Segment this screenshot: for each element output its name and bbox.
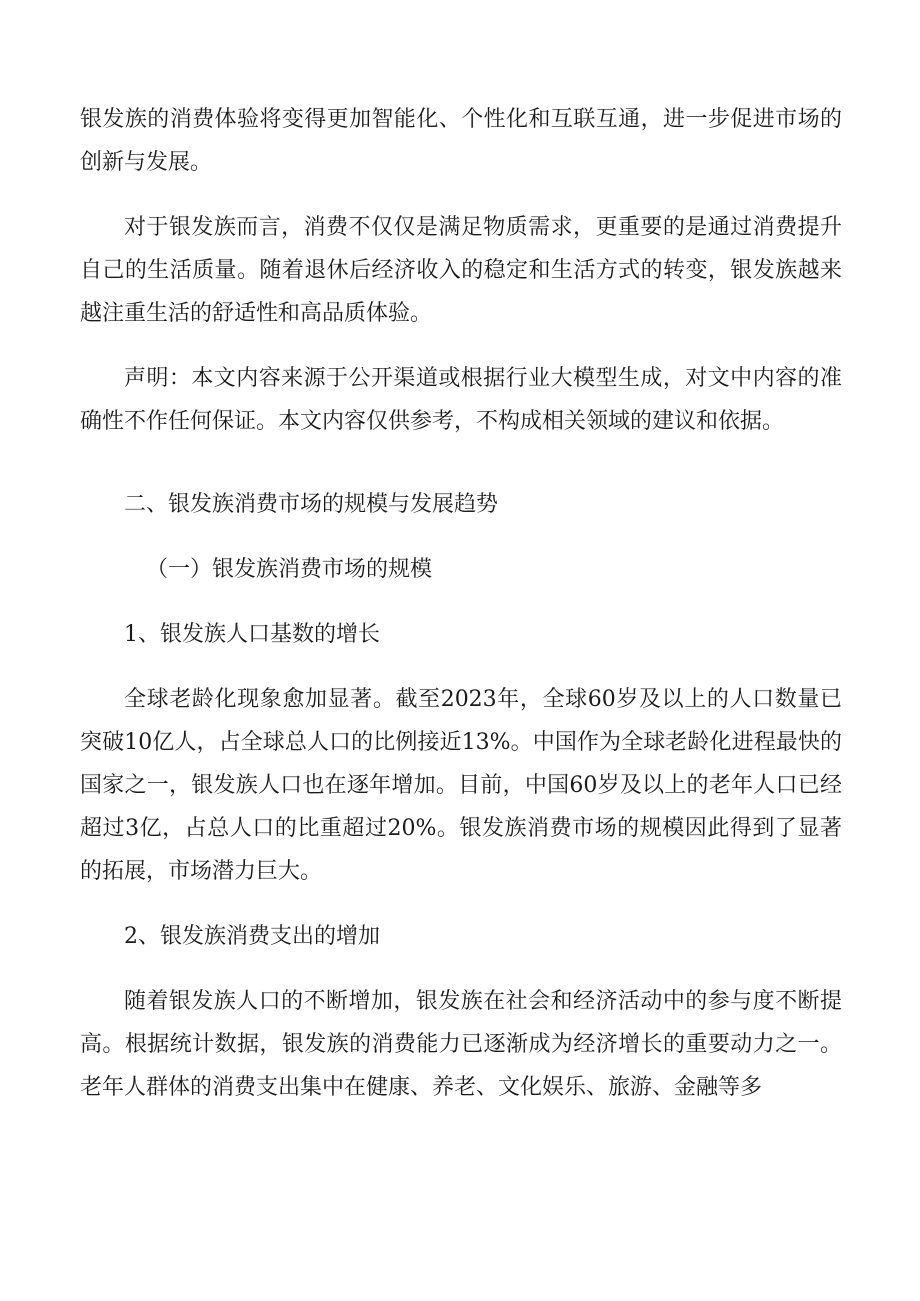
item2-heading: 2、银发族消费支出的增加 (124, 924, 380, 949)
paragraph-disclaimer: 声明：本文内容来源于公开渠道或根据行业大模型生成，对文中内容的准确性不作任何保证。本文内容仅供参考，不构成相关领域的建议和依据。 (80, 366, 842, 434)
subsection-heading: （一）银发族消费市场的规模 (146, 557, 433, 582)
paragraph-intro-continued: 银发族的消费体验将变得更加智能化、个性化和互联互通，进一步促进市场的创新与发展。 (80, 107, 842, 175)
paragraph-population-growth: 全球老龄化现象愈加显著。截至2023年，全球60岁及以上的人口数量已突破10亿人，占全球总人口的比例接近13%。中国作为全球老龄化进程最快的国家之一，银发族人口也在逐年增加。目前，中国60岁及以上的老年人口已经超过3亿，占总人口的比重超过20%。银发族消费市场的规模因此得到了显著的拓展，市场潜力巨大。 (80, 687, 842, 884)
paragraph-quality-of-life: 对于银发族而言，消费不仅仅是满足物质需求，更重要的是通过消费提升自己的生活质量。随着退休后经济收入的稳定和生活方式的转变，银发族越来越注重生活的舒适性和高品质体验。 (80, 215, 842, 326)
document-page (80, 98, 842, 1131)
section-heading: 二、银发族消费市场的规模与发展趋势 (124, 492, 499, 517)
item1-heading: 1、银发族人口基数的增长 (124, 622, 380, 647)
paragraph-spending-growth: 随着银发族人口的不断增加，银发族在社会和经济活动中的参与度不断提高。根据统计数据，银发族的消费能力已逐渐成为经济增长的重要动力之一。老年人群体的消费支出集中在健康、养老、文化娱乐、旅游、金融等多 (80, 989, 842, 1100)
